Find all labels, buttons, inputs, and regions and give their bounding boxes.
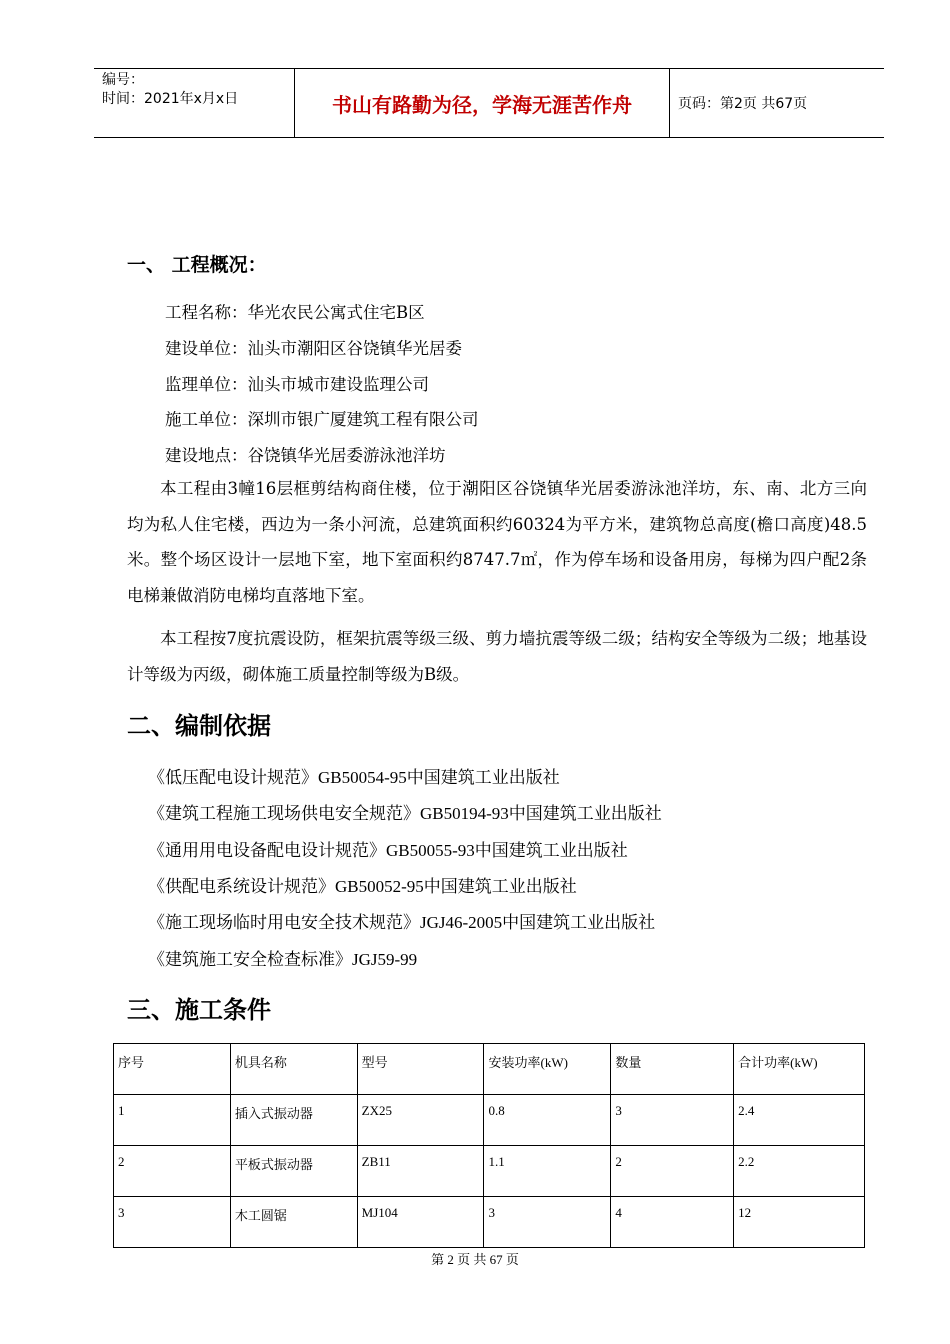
table-cell: 12 (734, 1197, 865, 1248)
table-row (114, 1197, 865, 1248)
overview-paragraph: 本工程由3幢16层框剪结构商住楼，位于潮阳区谷饶镇华光居委游泳池洋坊，东、南、北方三向均为私人住宅楼，西边为一条小河流，总建筑面积约60324为平方米，建筑物总高度(檐口高度)48.5米。整个场区设计一层地下室，地下室面积约8747.7㎡，作为停车场和设备用房，每梯为四户配2条电梯兼做消防电梯均直落地下室。 (127, 479, 867, 605)
reference-item: 《供配电系统设计规范》GB50052-95中国建筑工业出版社 (148, 877, 577, 896)
header-cell: 序号 (114, 1044, 231, 1095)
page-header (94, 68, 884, 138)
reference-item: 《建筑工程施工现场供电安全规范》GB50194-93中国建筑工业出版社 (148, 804, 662, 823)
table-cell: 2.2 (734, 1146, 865, 1197)
field-contractor: 施工单位：深圳市银广厦建筑工程有限公司 (165, 410, 479, 429)
header-cell: 安装功率(kW) (484, 1044, 611, 1095)
table-row (114, 1095, 865, 1146)
reference-item: 《低压配电设计规范》GB50054-95中国建筑工业出版社 (148, 768, 560, 787)
section-2-title: 二、编制依据 (127, 712, 271, 740)
table-header-row (114, 1044, 865, 1095)
header-motto: 书山有路勤为径，学海无涯苦作舟 (294, 69, 670, 137)
equipment-table (113, 1043, 865, 1248)
table-cell: 0.8 (484, 1095, 611, 1146)
reference-item: 《施工现场临时用电安全技术规范》JGJ46-2005中国建筑工业出版社 (148, 913, 656, 932)
code-label: 编号： (102, 72, 144, 88)
table-row (114, 1146, 865, 1197)
page-footer: 第 2 页 共 67 页 (431, 1252, 519, 1267)
seismic-paragraph: 本工程按7度抗震设防，框架抗震等级三级、剪力墙抗震等级二级；结构安全等级为二级；地基设计等级为丙级，砌体施工质量控制等级为B级。 (127, 629, 867, 684)
table-cell: 3 (484, 1197, 611, 1248)
header-cell: 型号 (357, 1044, 484, 1095)
table-cell: ZX25 (357, 1095, 484, 1146)
table-cell: 平板式振动器 (230, 1146, 357, 1197)
table-cell: 2.4 (734, 1095, 865, 1146)
header-page-info: 页码：第2页 共67页 (678, 96, 808, 112)
table-cell: 1 (114, 1095, 231, 1146)
table-cell: 2 (611, 1146, 734, 1197)
table-cell: ZB11 (357, 1146, 484, 1197)
table-cell: 插入式振动器 (230, 1095, 357, 1146)
field-location: 建设地点：谷饶镇华光居委游泳池洋坊 (165, 446, 446, 465)
table-cell: MJ104 (357, 1197, 484, 1248)
header-cell: 合计功率(kW) (734, 1044, 865, 1095)
section-3-title: 三、施工条件 (127, 996, 271, 1024)
field-supervisor: 监理单位：汕头市城市建设监理公司 (165, 375, 429, 394)
header-cell: 机具名称 (230, 1044, 357, 1095)
field-project-name: 工程名称：华光农民公寓式住宅B区 (165, 303, 425, 322)
section-1-title: 一、 工程概况： (127, 254, 267, 276)
time-label: 时间：2021年x月x日 (102, 91, 239, 107)
table-cell: 3 (611, 1095, 734, 1146)
header-cell: 数量 (611, 1044, 734, 1095)
table-cell: 2 (114, 1146, 231, 1197)
field-owner: 建设单位：汕头市潮阳区谷饶镇华光居委 (165, 339, 462, 358)
table-cell: 木工圆锯 (230, 1197, 357, 1248)
reference-item: 《建筑施工安全检查标准》JGJ59-99 (148, 950, 418, 969)
reference-item: 《通用用电设备配电设计规范》GB50055-93中国建筑工业出版社 (148, 841, 628, 860)
table-cell: 1.1 (484, 1146, 611, 1197)
table-cell: 4 (611, 1197, 734, 1248)
header-meta (102, 71, 294, 109)
table-cell: 3 (114, 1197, 231, 1248)
